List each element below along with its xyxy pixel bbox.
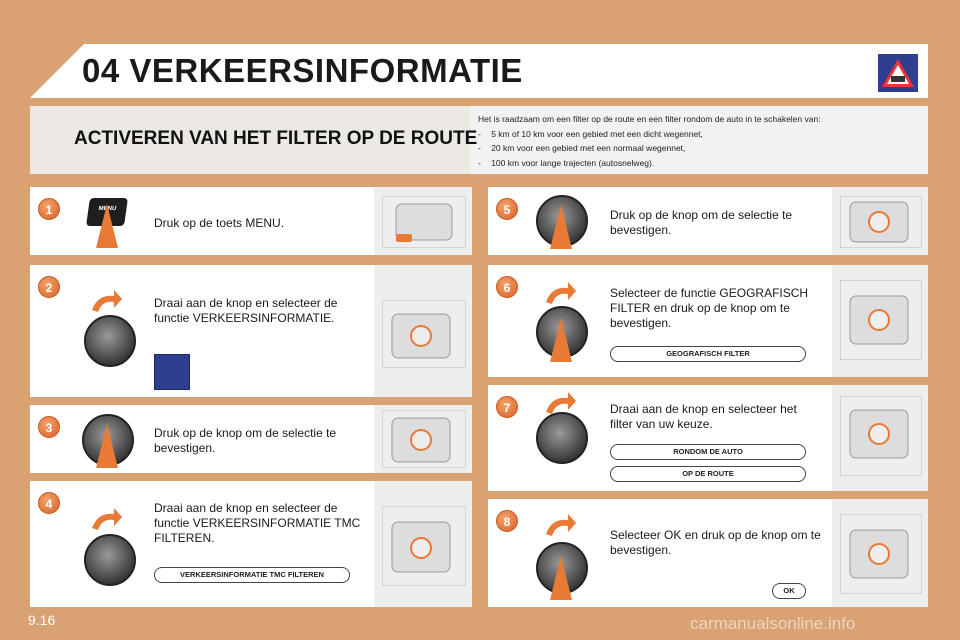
section-title: ACTIVEREN VAN HET FILTER OP DE ROUTE xyxy=(74,128,478,149)
watermark: carmanualsonline.info xyxy=(690,614,856,633)
menu-option-pill: OK xyxy=(772,583,806,599)
press-arrow-icon xyxy=(550,205,572,249)
radio-panel-icon xyxy=(382,300,466,368)
rotate-arrow-icon xyxy=(542,280,578,306)
radio-panel-icon xyxy=(840,514,922,594)
step-4-text: Draai aan de knop en selecteer de functie VERKEERSINFORMATIE TMC FILTEREN. xyxy=(154,501,361,545)
traffic-info-icon xyxy=(154,354,190,390)
step-8-text: Selecteer OK en druk op de knop om te bevestigen. xyxy=(610,528,821,557)
press-arrow-icon xyxy=(550,318,572,362)
page-number: 9.16 xyxy=(28,612,56,628)
header-corner xyxy=(30,44,84,98)
menu-option-pill: GEOGRAFISCH FILTER xyxy=(610,346,806,362)
intro-item: - 20 km voor een gebied met een normaal wegennet, xyxy=(478,141,918,156)
menu-option-pill: OP DE ROUTE xyxy=(610,466,806,482)
intro-lead: Het is raadzaam om een filter op de route en een filter rondom de auto in te schakelen van: xyxy=(478,114,821,124)
rotate-arrow-icon xyxy=(542,390,578,416)
rotate-arrow-icon xyxy=(88,506,124,532)
press-arrow-icon xyxy=(550,556,572,600)
step-1-text: Druk op de toets MENU. xyxy=(154,216,285,230)
step-8-badge: 8 xyxy=(496,510,518,532)
step-7-badge: 7 xyxy=(496,396,518,418)
step-7-text: Draai aan de knop en selecteer het filter van uw keuze. xyxy=(610,402,797,431)
step-2-text: Draai aan de knop en selecteer de functie VERKEERSINFORMATIE. xyxy=(154,296,338,325)
rotate-arrow-icon xyxy=(88,288,124,314)
step-4-badge: 4 xyxy=(38,492,60,514)
step-3-text: Druk op de knop om de selectie te bevestigen. xyxy=(154,426,337,455)
radio-panel-icon xyxy=(840,280,922,360)
step-2-badge: 2 xyxy=(38,276,60,298)
intro-item: - 100 km voor lange trajecten (autosnelweg). xyxy=(478,156,918,171)
radio-panel-icon xyxy=(382,506,466,586)
rotary-knob-icon xyxy=(84,315,136,367)
radio-panel-icon xyxy=(840,196,922,248)
radio-panel-icon xyxy=(840,396,922,476)
step-6-text: Selecteer de functie GEOGRAFISCH FILTER en druk op de knop om te bevestigen. xyxy=(610,286,809,330)
step-3-badge: 3 xyxy=(38,416,60,438)
chapter-title: 04 VERKEERSINFORMATIE xyxy=(82,52,523,89)
rotary-knob-icon xyxy=(84,534,136,586)
radio-panel-icon xyxy=(382,196,466,248)
rotary-knob-icon xyxy=(536,412,588,464)
press-arrow-icon xyxy=(96,424,118,468)
menu-option-pill: VERKEERSINFORMATIE TMC FILTEREN xyxy=(154,567,350,583)
traffic-info-icon xyxy=(878,54,918,92)
intro-item: - 5 km of 10 km voor een gebied met een dicht wegennet, xyxy=(478,127,918,142)
intro-text xyxy=(478,112,918,170)
step-5-text: Druk op de knop om de selectie te bevestigen. xyxy=(610,208,793,237)
step-1-badge: 1 xyxy=(38,198,60,220)
menu-option-pill: RONDOM DE AUTO xyxy=(610,444,806,460)
step-5-badge: 5 xyxy=(496,198,518,220)
intro-list xyxy=(478,127,918,171)
menu-key-icon: MENU xyxy=(86,198,128,226)
step-6-badge: 6 xyxy=(496,276,518,298)
rotate-arrow-icon xyxy=(542,512,578,538)
radio-panel-icon xyxy=(382,410,466,468)
press-arrow-icon xyxy=(96,204,118,248)
